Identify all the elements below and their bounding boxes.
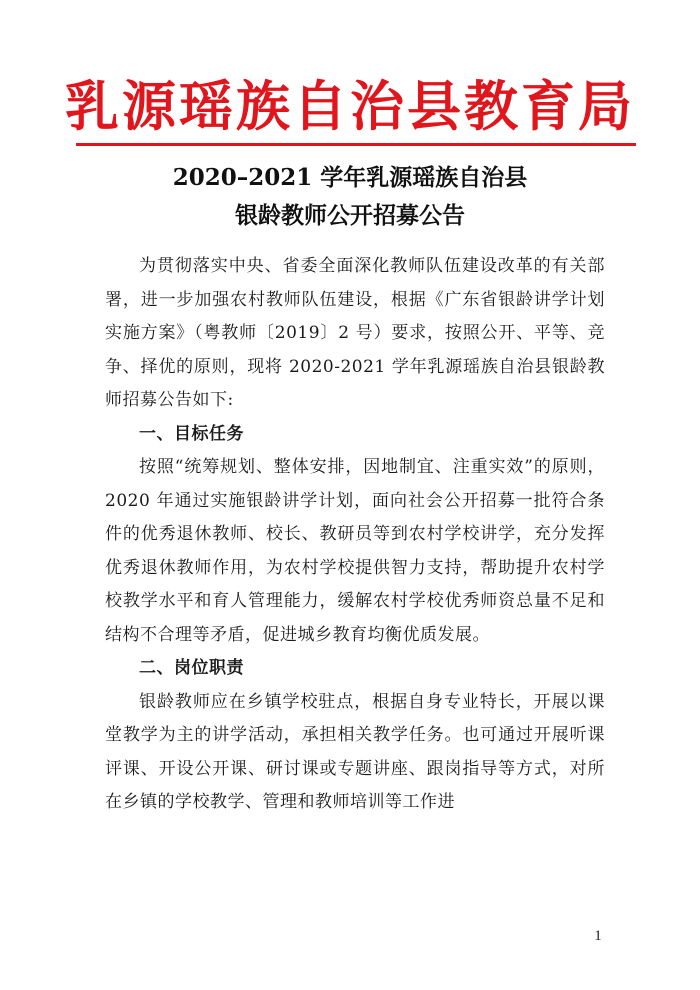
document-title-line-1: 2020–2021 学年乳源瑶族自治县 [172,164,528,191]
masthead-org-name: 乳源瑶族自治县教育局 [65,74,635,138]
section-paragraph-goals: 按照“统筹规划、整体安排，因地制宜、注重实效”的原则，2020 年通过实施银龄讲学计划，面向社会公开招募一批符合条件的优秀退休教师、校长、教研员等到农村学校讲学，充分发挥优秀退休教师作用，为农村学校提供智力支持，帮助提升农村学校教学水平和育人管理能力，缓解农村学校优秀师资总量不足和结构不合理等矛盾，促进城乡教育均衡优质发展。 [105,457,605,645]
intro-paragraph: 为贯彻落实中央、省委全面深化教师队伍建设改革的有关部署，进一步加强农村教师队伍建设，根据《广东省银龄讲学计划实施方案》（粤教师〔2019〕2 号）要求，按照公开、平等、竞争、择优的原则，现将 2020-2021 学年乳源瑶族自治县银龄教师招募公告如下: [105,256,605,410]
section-heading-duties: 二、岗位职责 [139,658,244,678]
masthead-red-rule [76,143,636,146]
section-paragraph-duties: 银龄教师应在乡镇学校驻点，根据自身专业特长，开展以课堂教学为主的讲学活动，承担相关教学任务。也可通过开展听课评课、开设公开课、研讨课或专题讲座、跟岗指导等方式，对所在乡镇的学校教学、管理和教师培训等工作进 [105,691,605,812]
page-number: 1 [594,928,602,944]
section-heading-goals: 一、目标任务 [139,423,244,444]
document-title-line-2: 银龄教师公开招募公告 [235,202,465,229]
document-body [105,250,605,820]
